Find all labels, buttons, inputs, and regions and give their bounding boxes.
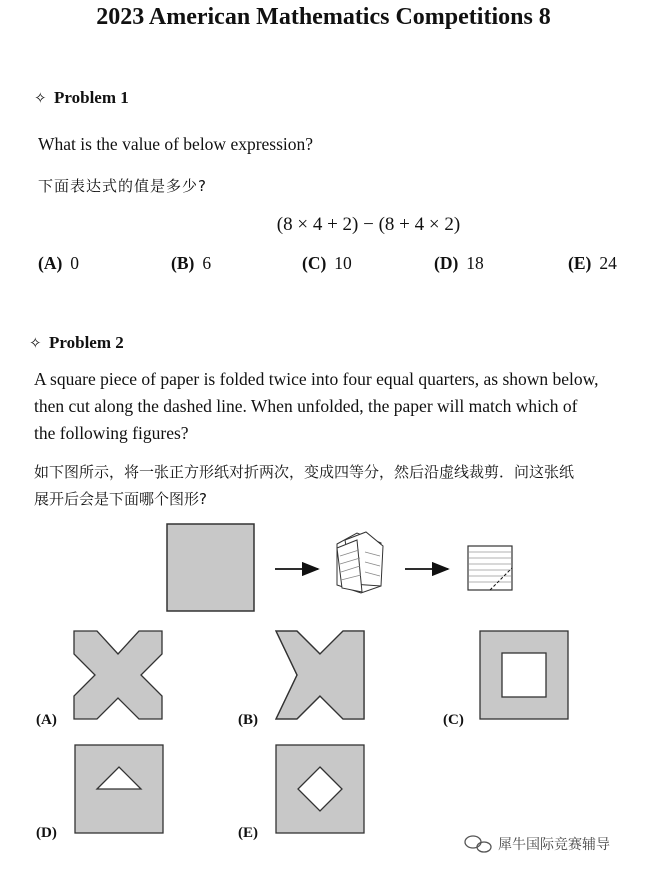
problem-1-question-en: What is the value of below expression?	[38, 134, 314, 154]
quarter-square-icon	[468, 546, 512, 590]
choice-value: 10	[334, 253, 352, 273]
problem-1-heading-text: Problem 1	[54, 88, 129, 107]
choice-value: 24	[599, 253, 617, 273]
choice-label: (D)	[434, 253, 459, 273]
option-e-label: (E)	[238, 825, 258, 841]
option-e-shape	[276, 745, 364, 833]
page-title: 2023 American Mathematics Competitions 8	[96, 4, 551, 30]
option-c-shape	[480, 631, 568, 719]
choice-label: (A)	[38, 253, 63, 273]
choice-value: 18	[466, 253, 484, 273]
choice-label: (E)	[568, 253, 592, 273]
problem-1-question-cn: 下面表达式的值是多少?	[38, 177, 207, 195]
question-line: then cut along the dashed line. When unfolded, the paper will match which of	[34, 396, 578, 416]
question-line: 如下图所示，将一张正方形纸对折两次，变成四等分，然后沿虚线裁剪．问这张纸	[34, 463, 575, 481]
folded-paper-icon	[337, 532, 383, 593]
choice-label: (C)	[302, 253, 327, 273]
watermark-text: 犀牛国际竞赛辅导	[498, 837, 610, 853]
problem-2-heading-text: Problem 2	[49, 333, 124, 352]
option-a-label: (A)	[36, 712, 57, 728]
wechat-icon	[465, 836, 491, 852]
choice-value: 0	[70, 253, 80, 273]
option-c-label: (C)	[443, 712, 464, 728]
choice-label: (B)	[171, 253, 195, 273]
option-d-label: (D)	[36, 825, 57, 841]
option-a-shape	[74, 631, 162, 719]
question-line: the following figures?	[34, 423, 189, 443]
choice-value: 6	[202, 253, 212, 273]
option-b-label: (B)	[238, 712, 258, 728]
square-paper	[167, 524, 254, 611]
question-line: A square piece of paper is folded twice into four equal quarters, as shown below,	[34, 369, 599, 389]
diamond-icon: ✧	[34, 91, 47, 107]
diamond-icon: ✧	[29, 336, 42, 352]
option-d-shape	[75, 745, 163, 833]
question-line: 展开后会是下面哪个图形?	[34, 490, 207, 508]
problem-1-expression: (8 × 4 + 2) − (8 + 4 × 2)	[276, 214, 461, 235]
